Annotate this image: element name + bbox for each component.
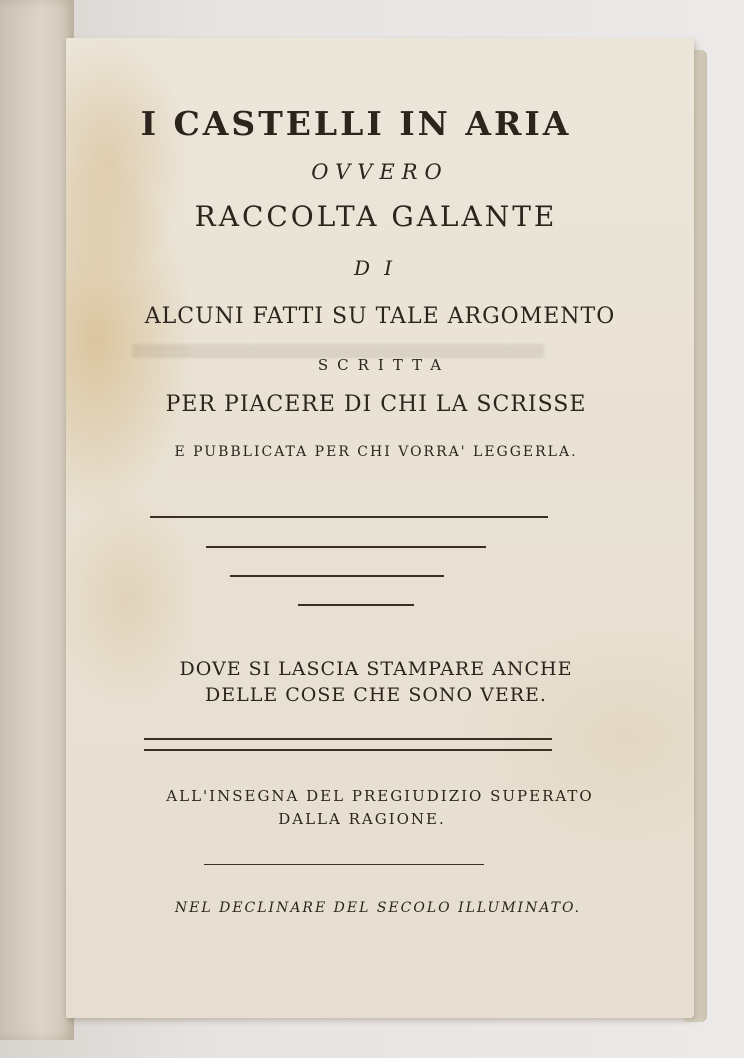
argument-line: ALCUNI FATTI SU TALE ARGOMENTO: [144, 304, 616, 329]
motto-line-1: DOVE SI LASCIA STAMPARE ANCHE: [179, 658, 573, 680]
ovvero-line: OVVERO: [311, 160, 449, 184]
scritta-line: SCRITTA: [317, 356, 451, 374]
rule-3: [230, 575, 444, 577]
facing-page: [0, 0, 74, 1040]
rule-2: [206, 546, 486, 548]
double-rule: [144, 738, 552, 751]
rule-5: [204, 864, 484, 865]
imprint-line-2: DALLA RAGIONE.: [278, 810, 446, 828]
subtitle: RACCOLTA GALANTE: [194, 200, 558, 233]
purpose-line: PER PIACERE DI CHI LA SCRISSE: [165, 392, 587, 417]
book-title: I CASTELLI IN ARIA: [140, 104, 572, 143]
di-line: DI: [354, 256, 406, 280]
rule-4: [298, 604, 414, 606]
motto-line-2: DELLE COSE CHE SONO VERE.: [205, 684, 547, 706]
date-line: NEL DECLINARE DEL SECOLO ILLUMINATO.: [174, 900, 582, 916]
published-line: E PUBBLICATA PER CHI VORRA' LEGGERLA.: [174, 444, 578, 460]
title-page: [66, 38, 694, 1018]
imprint-line-1: ALL'INSEGNA DEL PREGIUDIZIO SUPERATO: [166, 787, 594, 805]
rule-1: [150, 516, 548, 518]
